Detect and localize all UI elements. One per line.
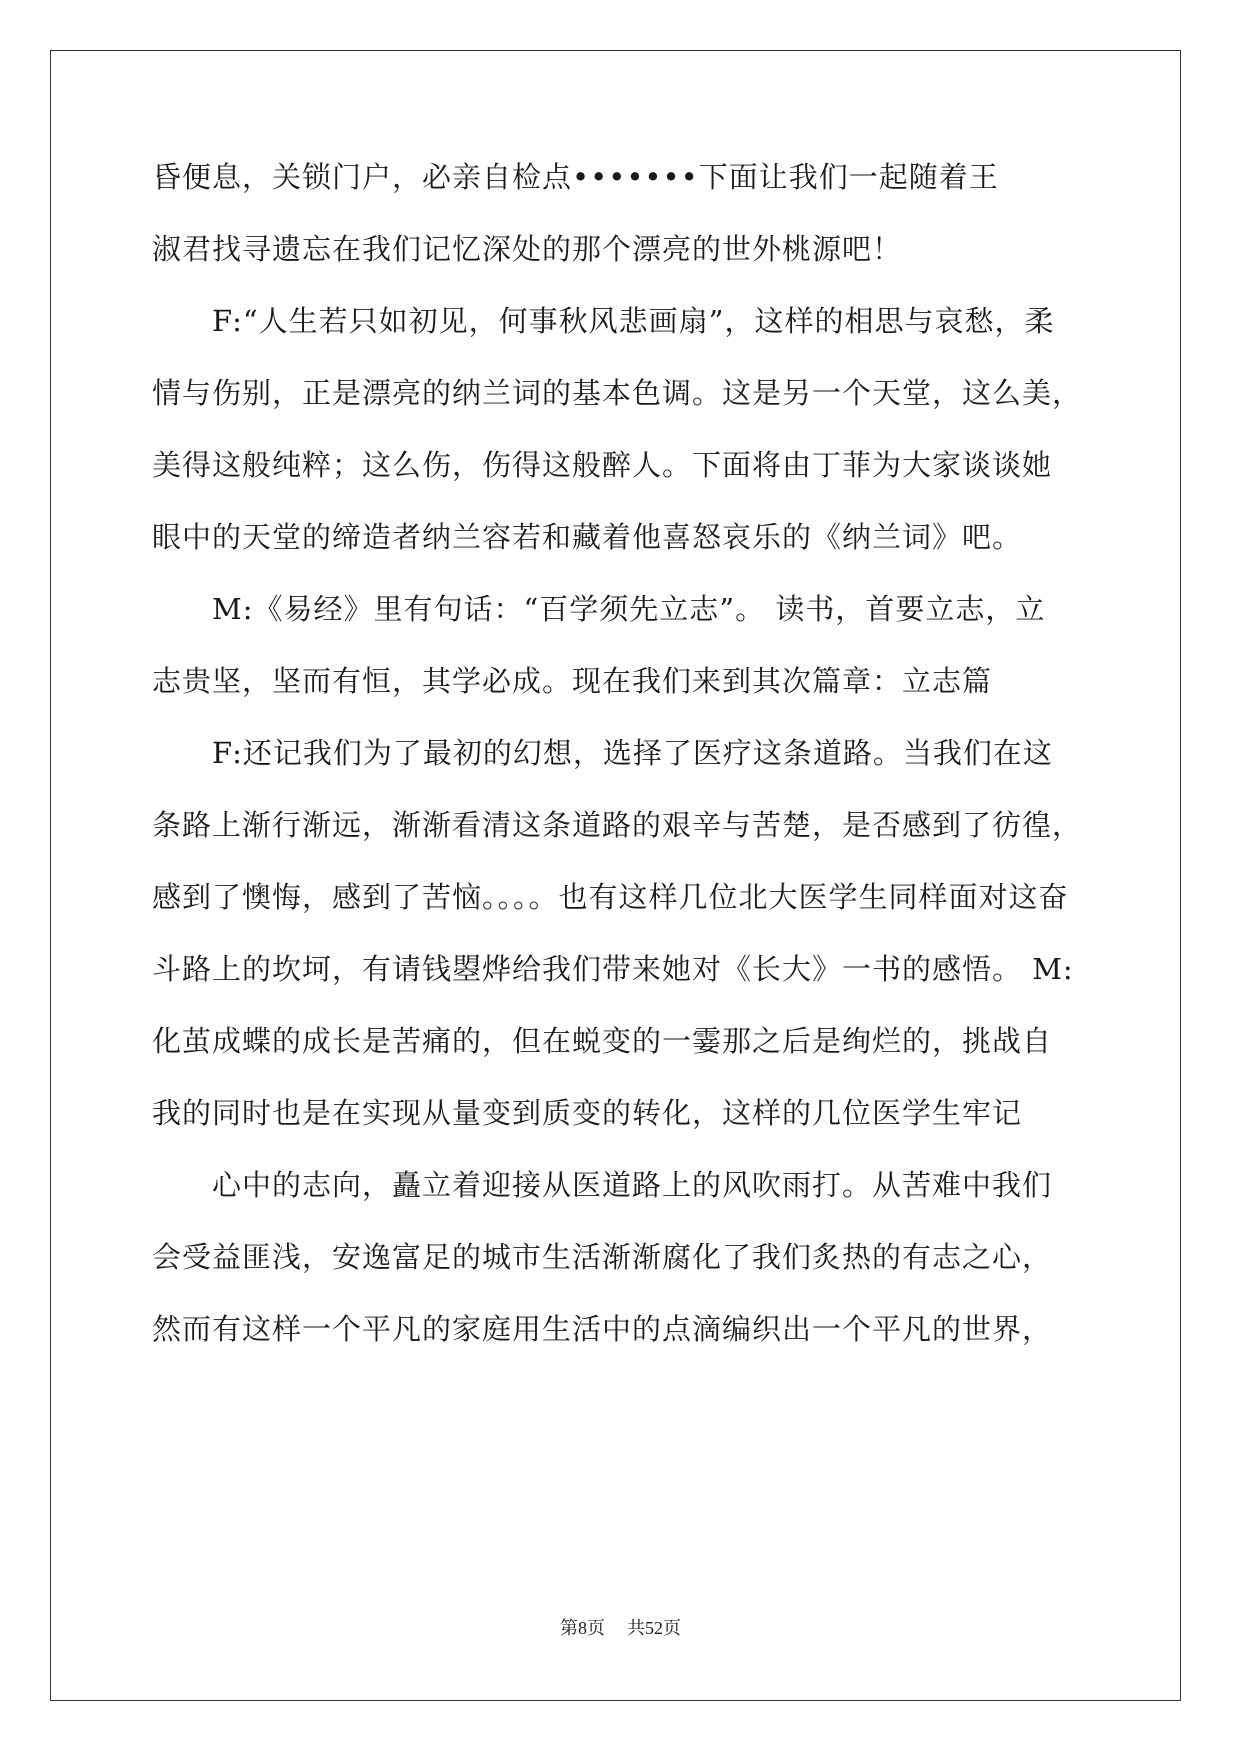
text-line: F:还记我们为了最初的幻想，选择了医疗这条道路。当我们在这 xyxy=(152,736,1053,770)
text-line: 淑君找寻遗忘在我们记忆深处的那个漂亮的世外桃源吧！ xyxy=(152,232,903,266)
text-line: 化茧成蝶的成长是苦痛的，但在蜕变的一霎那之后是绚烂的，挑战自 xyxy=(152,1024,1053,1058)
text-line: 条路上渐行渐远，渐渐看清这条道路的艰辛与苦楚，是否感到了彷徨， xyxy=(152,808,1083,842)
text-line: F:“人生若只如初见，何事秋风悲画扇”，这样的相思与哀愁，柔 xyxy=(152,304,1055,338)
text-line: 志贵坚，坚而有恒，其学必成。现在我们来到其次篇章：立志篇 xyxy=(152,664,993,698)
text-line: M:《易经》里有句话：“百学须先立志”。 读书，首要立志，立 xyxy=(152,592,1046,626)
text-line: 心中的志向，矗立着迎接从医道路上的风吹雨打。从苦难中我们 xyxy=(152,1168,1053,1202)
text-line: 美得这般纯粹；这么伤，伤得这般醉人。下面将由丁菲为大家谈谈她 xyxy=(152,448,1053,482)
page-footer xyxy=(0,1617,1241,1639)
text-line: 眼中的天堂的缔造者纳兰容若和藏着他喜怒哀乐的《纳兰词》吧。 xyxy=(152,520,1023,554)
page-number: 8 xyxy=(578,1618,587,1638)
footer-total-prefix: 共 xyxy=(627,1618,645,1638)
text-line: 昏便息，关锁门户，必亲自检点•••••••下面让我们一起随着王 xyxy=(152,160,999,194)
footer-prefix: 第 xyxy=(560,1618,578,1638)
page-border xyxy=(50,50,1181,1701)
footer-total-suffix: 页 xyxy=(663,1618,681,1638)
text-line: 情与伤别，正是漂亮的纳兰词的基本色调。这是另一个天堂，这么美， xyxy=(152,376,1083,410)
footer-page-suffix: 页 xyxy=(587,1618,605,1638)
text-line: 会受益匪浅，安逸富足的城市生活渐渐腐化了我们炙热的有志之心， xyxy=(152,1240,1053,1274)
text-line: 我的同时也是在实现从量变到质变的转化，这样的几位医学生牢记 xyxy=(152,1096,1023,1130)
total-pages: 52 xyxy=(645,1618,663,1638)
text-line: 斗路上的坎坷，有请钱曌烨给我们带来她对《长大》一书的感悟。 M: xyxy=(152,952,1074,986)
text-line: 感到了懊悔，感到了苦恼。。。。也有这样几位北大医学生同样面对这奋 xyxy=(152,880,1069,914)
text-line: 然而有这样一个平凡的家庭用生活中的点滴编织出一个平凡的世界， xyxy=(152,1312,1053,1346)
